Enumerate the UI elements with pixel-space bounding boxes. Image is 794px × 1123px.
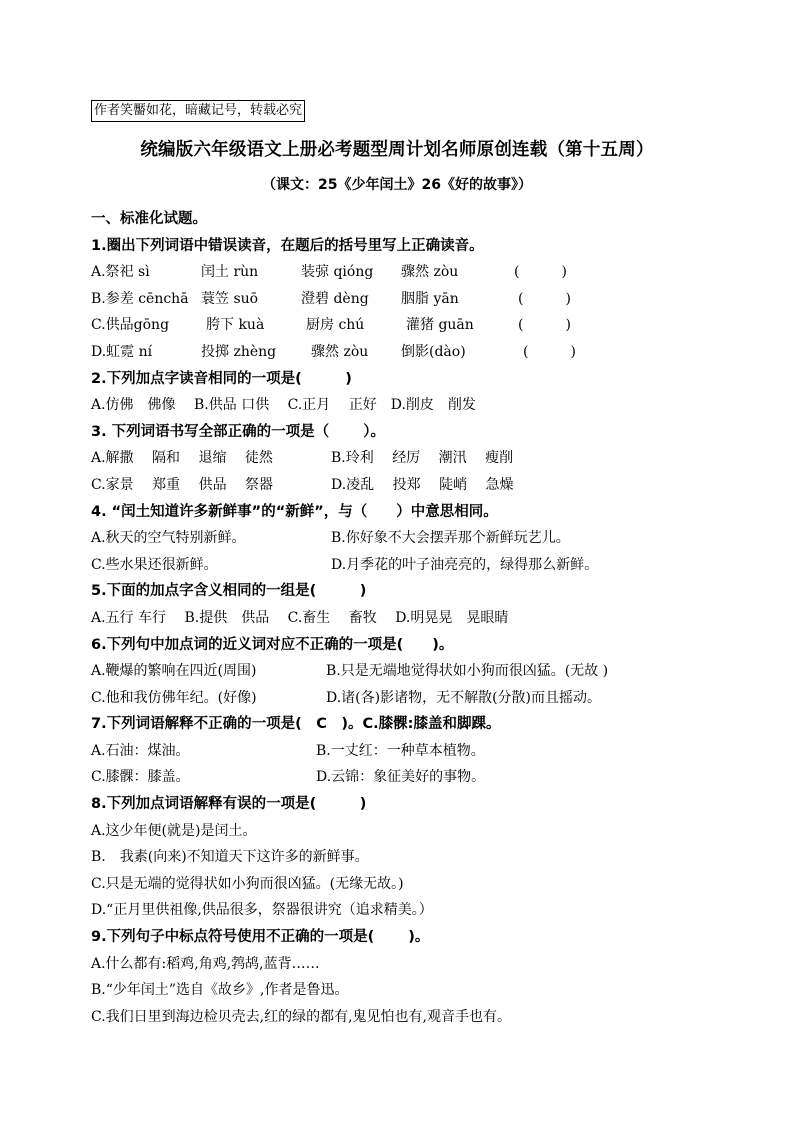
q1-row-c-item: 胯下 kuà [206, 317, 265, 334]
section-heading: 一、标准化试题。 [91, 211, 207, 227]
question-3: 3. 下列词语书写全部正确的一项是（ ）。 [91, 423, 385, 440]
q1-row-d [91, 339, 731, 366]
q6-option-b: B.只是无端地觉得状如小狗而很凶猛。(无故 ) [326, 663, 609, 680]
q4-option-b: B.你好象不大会摆弄那个新鲜玩艺儿。 [331, 530, 570, 547]
q4-option-c: C.些水果还很新鲜。 [91, 556, 218, 573]
question-4: 4. “闰土知道许多新鲜事”的“新鲜”，与（ ）中意思相同。 [91, 503, 498, 520]
q1-row-c-item: 厨房 chú [306, 317, 365, 334]
q7-row-2 [91, 764, 731, 791]
q1-row-d-item: D.虹霓 ní [91, 343, 153, 360]
q7-option-c: C.膝髁：膝盖。 [91, 769, 190, 786]
question-1: 1.圈出下列词语中错误读音，在题后的括号里写上正确读音。 [91, 237, 484, 254]
q1-row-c [91, 312, 731, 339]
q1-row-b [91, 286, 731, 313]
q6-option-d: D.诸(各)影诸物，无不解散(分散)而且摇动。 [326, 689, 602, 706]
q1-row-d-item: 投掷 zhèng [201, 343, 277, 360]
q8-option-d: D.“正月里供祖像,供品很多，祭器很讲究（追求精美。） [91, 902, 433, 919]
q1-row-b-item: 蓑笠 suō [201, 290, 259, 307]
q1-row-c-item: 灌猪 guān [406, 317, 474, 334]
q8-option-a: A.这少年便(就是)是闰土。 [91, 822, 257, 839]
q4-option-d: D.月季花的叶子油亮亮的，绿得那么新鲜。 [331, 556, 599, 573]
q3-option-a: A.解撒 隔和 退缩 徒然 [91, 450, 273, 467]
q4-option-a: A.秋天的空气特别新鲜。 [91, 530, 246, 547]
q6-option-c: C.他和我仿佛年纪。(好像) [91, 689, 257, 706]
q1-row-c-item: C.供品gōng [91, 317, 170, 334]
answer-blank: ( ) [518, 290, 571, 307]
question-6: 6.下列句中加点词的近义词对应不正确的一项是( )。 [91, 636, 454, 653]
question-8: 8.下列加点词语解释有误的一项是( ) [91, 796, 367, 813]
copyright-notice: 作者笑靨如花，暗藏记号，转载必究 [91, 100, 305, 122]
answer-blank: ( ) [518, 317, 571, 334]
q7-option-b: B.一丈红：一种草本植物。 [316, 742, 485, 759]
q1-row-d-item: 倒影(dào) [401, 343, 466, 360]
question-7: 7.下列词语解释不正确的一项是( C )。C.膝髁:膝盖和脚踝。 [91, 716, 501, 733]
question-5: 5.下面的加点字含义相同的一组是( ) [91, 583, 367, 600]
q3-row-1 [91, 445, 731, 472]
page-title: 统编版六年级语文上册必考题型周计划名师原创连载（第十五周） [140, 140, 654, 160]
q1-row-a-item: 骤然 zòu [401, 264, 459, 281]
q1-row-b-item: 胭脂 yān [401, 290, 459, 307]
q6-row-2 [91, 685, 731, 712]
q7-row-1 [91, 738, 731, 765]
q9-option-c: C.我们日里到海边检贝壳去,红的绿的都有,鬼见怕也有,观音手也有。 [91, 1008, 512, 1025]
q1-row-b-item: 澄碧 dèng [301, 290, 369, 307]
q4-row-1 [91, 525, 731, 552]
q5-options: A.五行 车行 B.提供 供品 C.畜生 畜牧 D.明晃晃 晃眼睛 [91, 609, 509, 626]
q3-option-d: D.凌乱 投郑 陡峭 急燥 [331, 476, 514, 493]
question-list [91, 206, 731, 1030]
q1-row-a [91, 259, 731, 286]
q4-row-2 [91, 552, 731, 579]
q9-option-b: B.“少年闰土”选自《故乡》,作者是鲁迅。 [91, 982, 349, 999]
answer-blank: ( ) [514, 264, 567, 281]
q1-row-d-item: 骤然 zòu [311, 343, 369, 360]
page-subtitle: （课文：25《少年闰土》26《好的故事》） [262, 177, 532, 193]
q1-row-b-item: B.参差 cēnchā [91, 290, 189, 307]
q7-option-a: A.石油：煤油。 [91, 742, 190, 759]
q8-option-c: C.只是无端的觉得状如小狗而很凶猛。(无缘无故。) [91, 875, 404, 892]
q3-option-c: C.家景 郑重 供品 祭器 [91, 476, 274, 493]
q1-row-a-item: 闰土 rùn [201, 264, 259, 281]
q9-option-a: A.什么都有:稻鸡,角鸡,鹁鸪,蓝背…… [91, 955, 320, 972]
q3-option-b: B.玲利 经厉 潮汛 瘦削 [331, 450, 514, 467]
q7-option-d: D.云锦：象征美好的事物。 [316, 769, 486, 786]
q1-row-a-item: A.祭祀 sì [91, 264, 150, 281]
q8-option-b: B. 我素(向来)不知道天下这许多的新鲜事。 [91, 849, 369, 866]
q1-row-a-item: 装弶 qióng [301, 264, 374, 281]
question-9: 9.下列句子中标点符号使用不正确的一项是( )。 [91, 929, 430, 946]
q6-row-1 [91, 658, 731, 685]
question-2: 2.下列加点字读音相同的一项是( ) [91, 370, 352, 387]
q6-option-a: A.鞭爆的繁响在四近(周围) [91, 663, 257, 680]
q2-options: A.仿佛 佛像 B.供品 口供 C.正月 正好 D.削皮 削发 [91, 397, 476, 414]
q3-row-2 [91, 472, 731, 499]
answer-blank: ( ) [523, 343, 576, 360]
